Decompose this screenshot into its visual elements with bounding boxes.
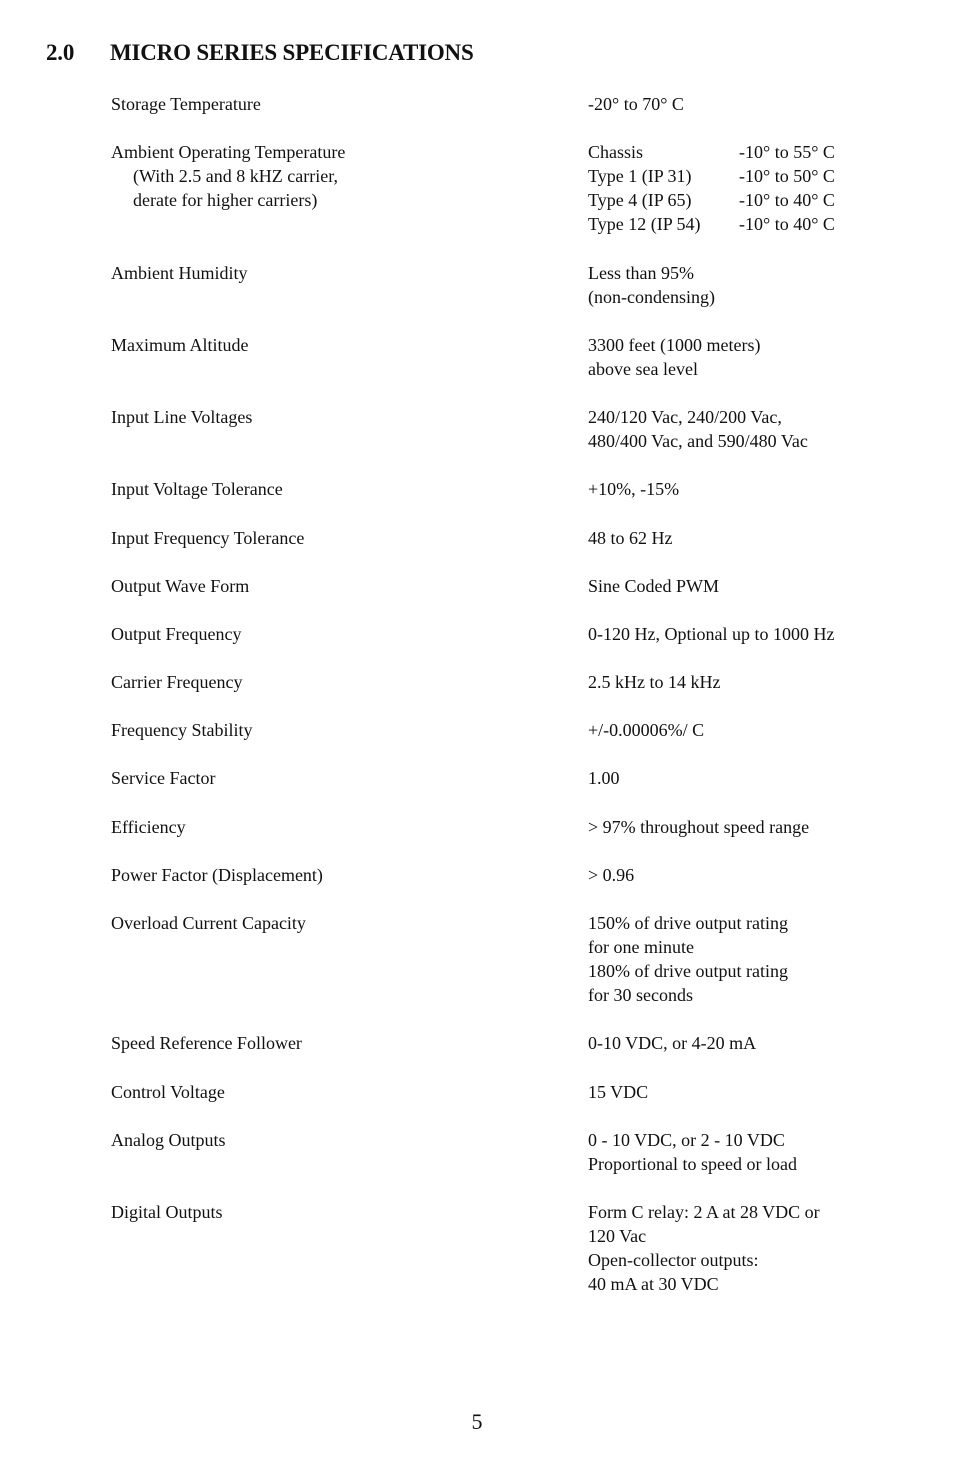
spec-row-ambient-operating-temperature <box>111 140 911 236</box>
spec-label: Carrier Frequency <box>111 672 243 692</box>
spec-label: Input Line Voltages <box>111 407 253 427</box>
spec-label: Overload Current Capacity <box>111 913 306 933</box>
spec-row-input-line-voltages <box>111 405 911 453</box>
enclosure-type: Chassis <box>588 142 644 162</box>
spec-label: Ambient Humidity <box>111 263 248 283</box>
spec-label-block <box>111 140 588 236</box>
spec-value-block <box>588 911 911 1007</box>
temp-range-row <box>588 188 911 212</box>
spec-value: 180% of drive output rating <box>588 961 788 981</box>
enclosure-type: Type 4 (IP 65) <box>588 190 692 210</box>
spec-value: 0 - 10 VDC, or 2 - 10 VDC <box>588 1130 785 1150</box>
spec-row-input-voltage-tolerance <box>111 477 911 501</box>
spec-value: (non-condensing) <box>588 287 715 307</box>
spec-row-digital-outputs <box>111 1200 911 1296</box>
spec-row-service-factor <box>111 766 911 790</box>
temp-range-row <box>588 212 911 236</box>
page-number: 5 <box>471 1409 483 1434</box>
spec-value: Sine Coded PWM <box>588 576 720 596</box>
enclosure-type: Type 1 (IP 31) <box>588 166 692 186</box>
spec-label: Frequency Stability <box>111 720 253 740</box>
spec-label: Maximum Altitude <box>111 335 249 355</box>
spec-value: 0-120 Hz, Optional up to 1000 Hz <box>588 624 835 644</box>
spec-row-speed-reference-follower <box>111 1031 911 1055</box>
spec-row-input-frequency-tolerance <box>111 526 911 550</box>
spec-label: Speed Reference Follower <box>111 1033 302 1053</box>
spec-value: Form C relay: 2 A at 28 VDC or <box>588 1202 820 1222</box>
spec-label: Digital Outputs <box>111 1202 223 1222</box>
spec-row-maximum-altitude <box>111 333 911 381</box>
spec-label-note: (With 2.5 and 8 kHZ carrier, <box>133 166 338 186</box>
spec-label: Power Factor (Displacement) <box>111 865 323 885</box>
spec-row-output-frequency <box>111 622 911 646</box>
spec-value: 15 VDC <box>588 1082 649 1102</box>
spec-value: 120 Vac <box>588 1226 647 1246</box>
temp-range-row <box>588 164 911 188</box>
section-number: 2.0 <box>46 40 75 65</box>
section-title: MICRO SERIES SPECIFICATIONS <box>110 40 474 65</box>
spec-label: Output Wave Form <box>111 576 250 596</box>
spec-list <box>111 92 911 1296</box>
spec-label: Service Factor <box>111 768 216 788</box>
spec-value: Open-collector outputs: <box>588 1250 759 1270</box>
spec-row-frequency-stability <box>111 718 911 742</box>
spec-value: 40 mA at 30 VDC <box>588 1274 719 1294</box>
spec-value: -20° to 70° C <box>588 94 684 114</box>
spec-value: 240/120 Vac, 240/200 Vac, <box>588 407 782 427</box>
spec-row-storage-temperature <box>111 92 911 116</box>
spec-row-output-wave-form <box>111 574 911 598</box>
spec-label: Storage Temperature <box>111 94 261 114</box>
spec-value-block <box>588 405 911 453</box>
spec-row-power-factor <box>111 863 911 887</box>
spec-value-block <box>588 1128 911 1176</box>
spec-value: for 30 seconds <box>588 985 693 1005</box>
spec-value: +10%, -15% <box>588 479 680 499</box>
spec-value: for one minute <box>588 937 694 957</box>
spec-value: Less than 95% <box>588 263 694 283</box>
temp-range: -10° to 55° C <box>739 142 835 162</box>
temp-range-row <box>588 140 911 164</box>
spec-label: Efficiency <box>111 817 186 837</box>
spec-value: Proportional to speed or load <box>588 1154 797 1174</box>
spec-label: Ambient Operating Temperature <box>111 142 346 162</box>
spec-label: Input Voltage Tolerance <box>111 479 283 499</box>
spec-value: 3300 feet (1000 meters) <box>588 335 761 355</box>
spec-label: Input Frequency Tolerance <box>111 528 305 548</box>
spec-row-ambient-humidity <box>111 261 911 309</box>
temp-range: -10° to 40° C <box>739 190 835 210</box>
spec-value: 2.5 kHz to 14 kHz <box>588 672 721 692</box>
spec-label: Output Frequency <box>111 624 242 644</box>
spec-value: 48 to 62 Hz <box>588 528 673 548</box>
spec-value-table <box>588 140 911 236</box>
spec-value: 0-10 VDC, or 4-20 mA <box>588 1033 757 1053</box>
spec-value: 150% of drive output rating <box>588 913 788 933</box>
temp-range: -10° to 40° C <box>739 214 835 234</box>
spec-value: +/-0.00006%/ C <box>588 720 705 740</box>
spec-value-block <box>588 333 911 381</box>
spec-row-overload-current-capacity <box>111 911 911 1007</box>
spec-value-block <box>588 261 911 309</box>
enclosure-type: Type 12 (IP 54) <box>588 214 701 234</box>
spec-value: above sea level <box>588 359 698 379</box>
spec-label: Analog Outputs <box>111 1130 226 1150</box>
section-heading <box>46 40 474 66</box>
spec-row-carrier-frequency <box>111 670 911 694</box>
spec-value: > 0.96 <box>588 865 635 885</box>
spec-value: > 97% throughout speed range <box>588 817 810 837</box>
spec-value-block <box>588 1200 911 1296</box>
spec-row-efficiency <box>111 815 911 839</box>
spec-label: Control Voltage <box>111 1082 225 1102</box>
spec-value: 480/400 Vac, and 590/480 Vac <box>588 431 808 451</box>
spec-label-note: derate for higher carriers) <box>133 190 318 210</box>
spec-value: 1.00 <box>588 768 620 788</box>
temp-range: -10° to 50° C <box>739 166 835 186</box>
spec-row-control-voltage <box>111 1080 911 1104</box>
spec-row-analog-outputs <box>111 1128 911 1176</box>
